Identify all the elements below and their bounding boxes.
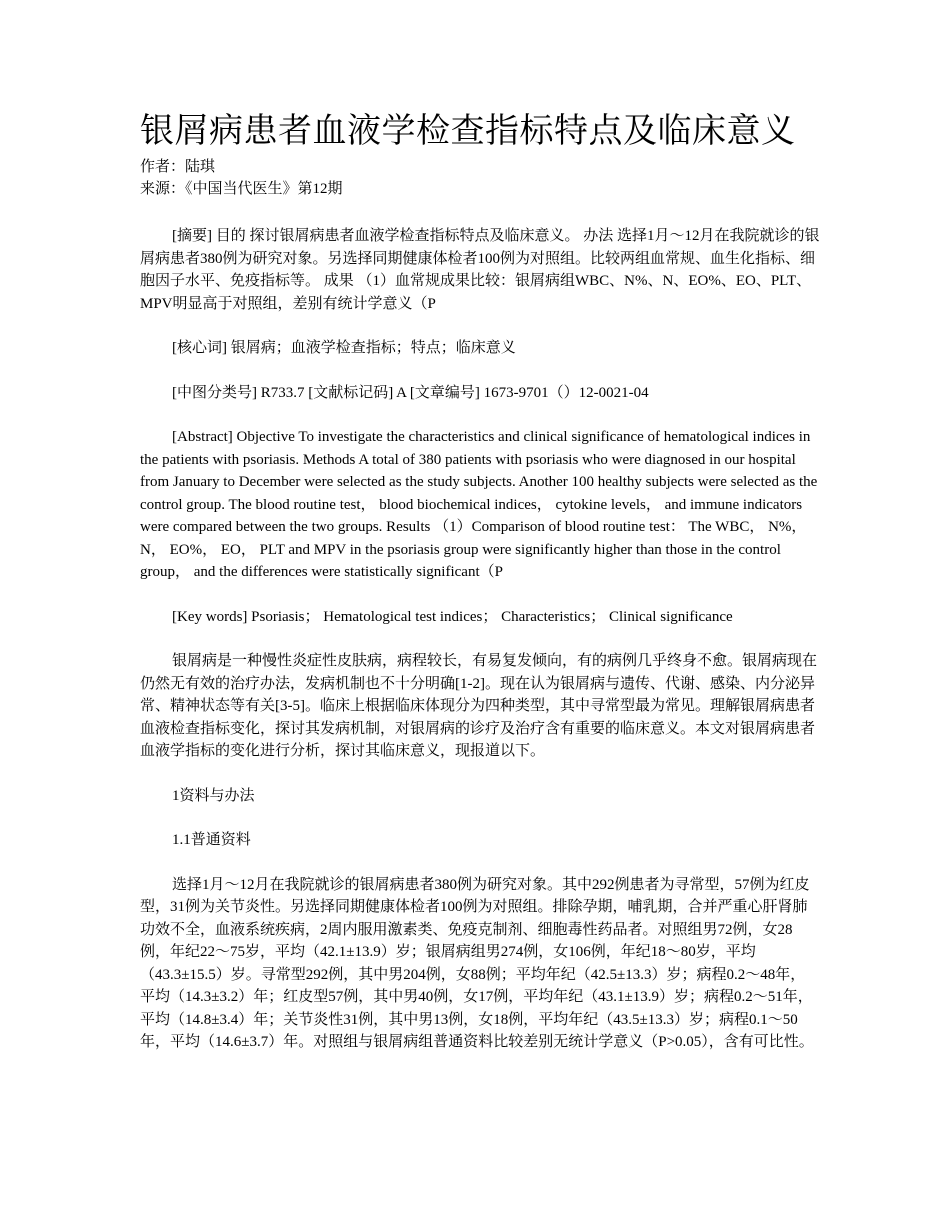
author-line: 作者：陆琪 (140, 159, 216, 175)
subsection-heading-general-data: 1.1普通资料 (172, 832, 251, 848)
page-title: 银屑病患者血液学检查指标特点及临床意义 (140, 113, 796, 150)
document-page (140, 108, 820, 1054)
classification-line: [中图分类号] R733.7 [文献标记码] A [文章编号] 1673-9701（）12-0021-04 (172, 384, 649, 401)
source-line: 来源：《中国当代医生》第12期 (140, 181, 343, 197)
keywords-english: [Key words] Psoriasis； Hematological test indices； Characteristics； Clinical significance (172, 608, 733, 625)
keywords-chinese: [核心词] 银屑病；血液学检查指标；特点；临床意义 (172, 340, 516, 356)
general-data-paragraph: 选择1月～12月在我院就诊的银屑病患者380例为研究对象。其中292例患者为寻常型，57例为红皮型，31例为关节炎性。另选择同期健康体检者100例为对照组。排除孕期，哺乳期，合并严重心肝肾肺功效不全，血液系统疾病，2周内服用激素类、免疫克制剂、细胞毒性药品者。对照组男72例，女28例，年纪22～75岁，平均（42.1±13.9）岁；银屑病组男274例，女106例，年纪18～80岁，平均（43.3±15.5）岁。寻常型292例，其中男204例，女88例；平均年纪（42.5±13.3）岁；病程0.2～48年，平均（14.3±3.2）年；红皮型57例，其中男40例，女17例，平均年纪（43.1±13.9）岁；病程0.2～51年，平均（14.8±3.4）年；关节炎性31例，其中男13例，女18例，平均年纪（43.5±13.3）岁；病程0.1～50年，平均（14.6±3.7）年。对照组与银屑病组普通资料比较差别无统计学意义（P>0.05），含有可比性。 (140, 876, 814, 1050)
abstract-chinese: [摘要] 目的 探讨银屑病患者血液学检查指标特点及临床意义。 办法 选择1月～12月在我院就诊的银屑病患者380例为研究对象。另选择同期健康体检者100例为对照组。比较两组血常规、血生化指标、细胞因子水平、免疫指标等。 成果 （1）血常规成果比较：银屑病组WBC、N%、N、EO%、EO、PLT、MPV明显高于对照组，差别有统计学意义（P (140, 228, 820, 312)
section-heading-materials-methods: 1资料与办法 (172, 787, 255, 804)
introduction-paragraph: 银屑病是一种慢性炎症性皮肤病，病程较长，有易复发倾向，有的病例几乎终身不愈。银屑病现在仍然无有效的治疗办法，发病机制也不十分明确[1-2]。现在认为银屑病与遗传、代谢、感染、内分泌异常、精神状态等有关[3-5]。临床上根据临床体现分为四种类型，其中寻常型最为常见。理解银屑病患者血液检查指标变化，探讨其发病机制，对银屑病的诊疗及治疗含有重要的临床意义。本文对银屑病患者血液学指标的变化进行分析，探讨其临床意义，现报道以下。 (140, 653, 818, 759)
abstract-english: [Abstract] Objective To investigate the characteristics and clinical significance of hematological indices in the patients with psoriasis. Methods A total of 380 patients with psoriasis who were diagnosed in our hospital from January to December were selected as the study subjects. Another 100 healthy subjects were selected as the control group. The blood routine test， blood biochemical indices， cytokine levels， and immune indicators were compared between the two groups. Results （1）Comparison of blood routine test： The WBC， N%， N， EO%， EO， PLT and MPV in the psoriasis group were significantly higher than those in the control group， and the differences were statistically significant（P (140, 429, 818, 580)
